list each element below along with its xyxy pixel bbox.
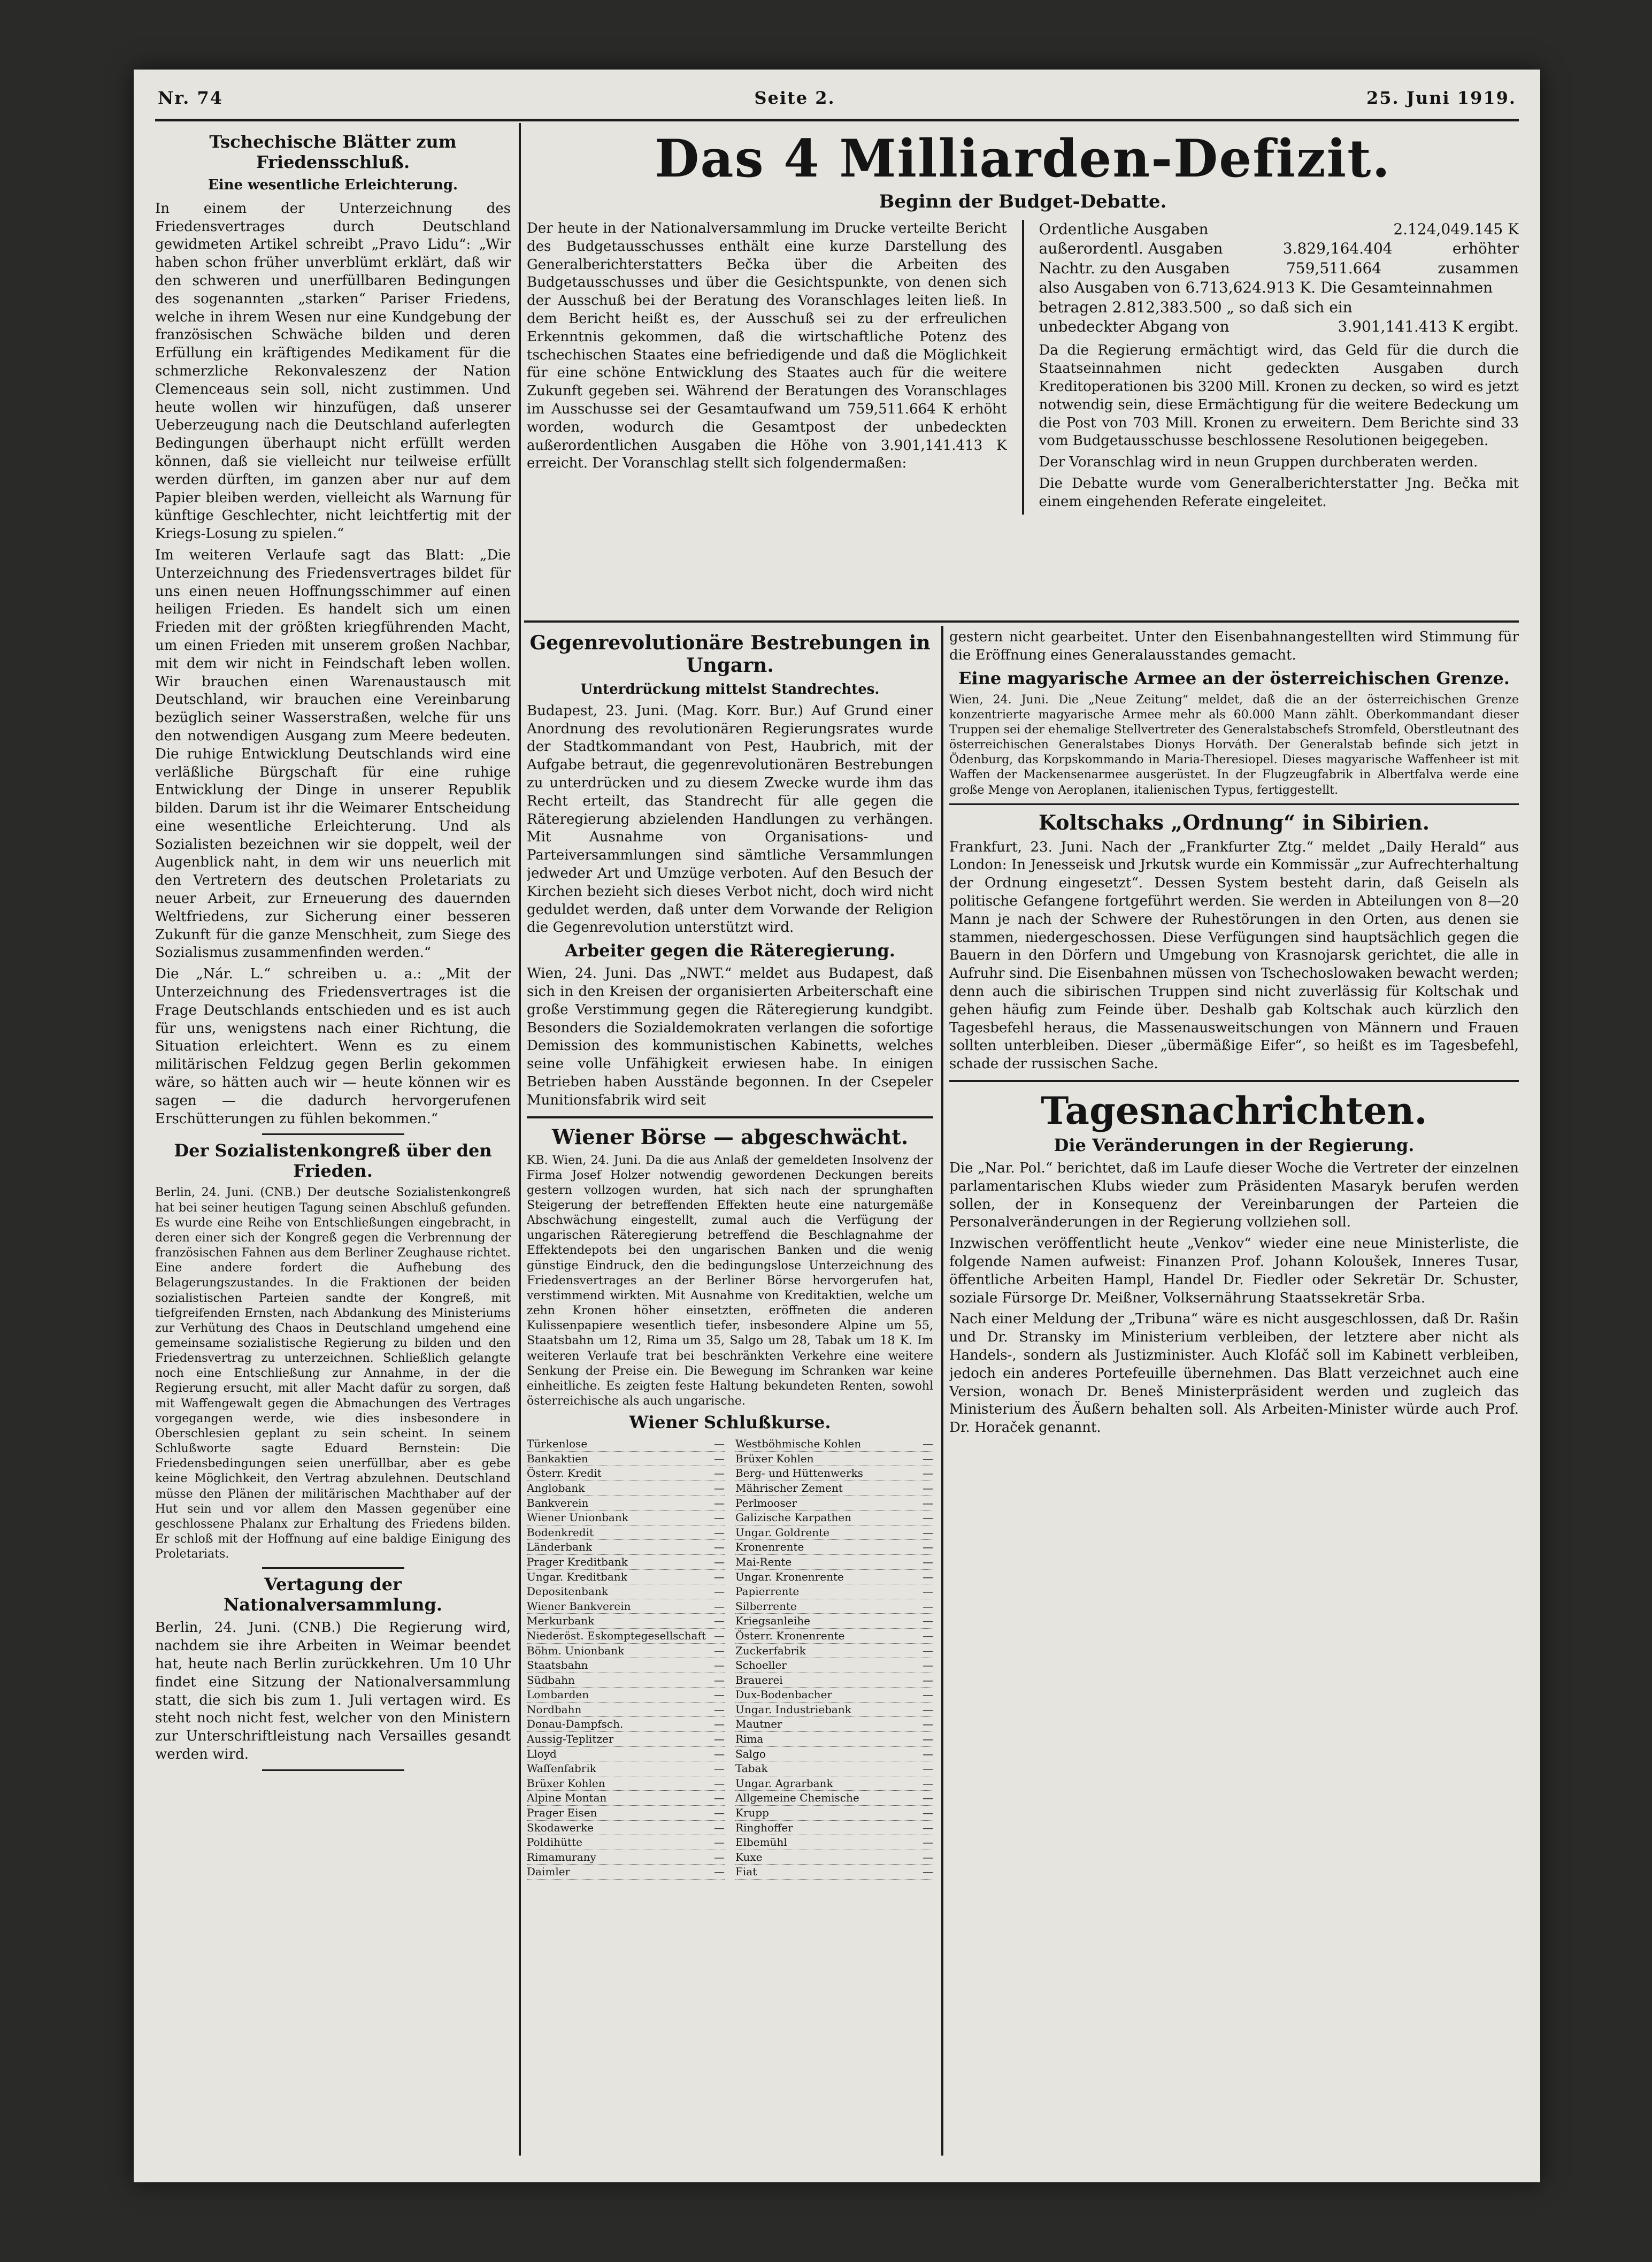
quote-name: Bodenkredit bbox=[527, 1525, 594, 1539]
quote-row bbox=[735, 1747, 933, 1762]
quote-value: — bbox=[714, 1703, 725, 1716]
article-paragraph: Der Voranschlag wird in neun Gruppen durchberaten werden. bbox=[1039, 454, 1478, 471]
quote-row bbox=[735, 1599, 933, 1614]
quote-row bbox=[527, 1644, 725, 1659]
quote-name: Ungar. Kronenrente bbox=[735, 1570, 844, 1583]
quote-row bbox=[735, 1673, 933, 1688]
quote-row bbox=[527, 1614, 725, 1629]
article-subtitle: Die Veränderungen in der Regierung. bbox=[1054, 1135, 1415, 1156]
quote-name: Brauerei bbox=[735, 1673, 783, 1686]
quote-value: — bbox=[714, 1555, 725, 1568]
quote-name: Nordbahn bbox=[527, 1703, 582, 1716]
quote-row bbox=[527, 1865, 725, 1880]
quote-name: Staatsbahn bbox=[527, 1659, 588, 1672]
quote-name: Brüxer Kohlen bbox=[735, 1452, 814, 1465]
quote-row bbox=[527, 1688, 725, 1703]
divider bbox=[262, 1133, 404, 1135]
quote-name: Böhm. Unionbank bbox=[527, 1644, 625, 1657]
quote-row bbox=[527, 1525, 725, 1540]
article-title: Arbeiter gegen die Räteregierung. bbox=[565, 940, 895, 961]
quote-name: Schoeller bbox=[735, 1659, 787, 1672]
budget-value: 2.124,049.145 K bbox=[1393, 220, 1519, 238]
quote-value: — bbox=[923, 1467, 933, 1480]
quote-name: Ungar. Goldrente bbox=[735, 1525, 829, 1539]
quote-value: — bbox=[714, 1821, 725, 1834]
quote-value: — bbox=[714, 1452, 725, 1465]
quote-row bbox=[735, 1525, 933, 1540]
quote-row bbox=[527, 1806, 725, 1821]
quote-row bbox=[527, 1821, 725, 1836]
budget-note: zusammen bbox=[1438, 259, 1519, 277]
quote-row bbox=[735, 1452, 933, 1467]
quote-row bbox=[527, 1703, 725, 1717]
budget-label: Nachtr. zu den Ausgaben bbox=[1039, 259, 1230, 277]
issue-date: 25. Juni 1919. bbox=[1366, 88, 1516, 108]
quote-name: Papierrente bbox=[735, 1585, 800, 1598]
quote-value: — bbox=[714, 1614, 725, 1628]
quote-value: — bbox=[714, 1540, 725, 1554]
quote-row bbox=[527, 1584, 725, 1599]
quote-name: Prager Eisen bbox=[527, 1806, 597, 1820]
quote-name: Perlmooser bbox=[735, 1496, 797, 1509]
quote-value: — bbox=[923, 1614, 933, 1628]
quote-value: — bbox=[923, 1659, 933, 1672]
quote-row bbox=[735, 1614, 933, 1629]
quote-name: Kuxe bbox=[735, 1850, 763, 1864]
budget-value: 3.829,164.404 bbox=[1282, 240, 1393, 258]
quote-row bbox=[735, 1703, 933, 1717]
quote-row bbox=[527, 1496, 725, 1511]
quote-row bbox=[735, 1717, 933, 1732]
budget-row bbox=[1039, 317, 1519, 336]
quote-value: — bbox=[923, 1673, 933, 1686]
quote-value: — bbox=[923, 1644, 933, 1657]
quote-row bbox=[527, 1570, 725, 1585]
quote-name: Tabak bbox=[735, 1762, 768, 1775]
quote-name: Salgo bbox=[735, 1747, 766, 1760]
budget-label: außerordentl. Ausgaben bbox=[1039, 240, 1223, 258]
quote-name: Ungar. Agrarbank bbox=[735, 1776, 833, 1790]
page-number: Seite 2. bbox=[754, 88, 835, 108]
quote-name: Mai-Rente bbox=[735, 1555, 792, 1568]
quote-row bbox=[527, 1776, 725, 1791]
budget-label: unbedeckter Abgang von bbox=[1039, 317, 1230, 335]
quote-value: — bbox=[714, 1806, 725, 1820]
quote-value: — bbox=[923, 1585, 933, 1598]
quote-row bbox=[527, 1629, 725, 1644]
quote-row bbox=[527, 1791, 725, 1806]
quote-value: — bbox=[714, 1437, 725, 1451]
issue-number: Nr. 74 bbox=[158, 88, 223, 108]
quote-row bbox=[735, 1466, 933, 1481]
quote-row bbox=[527, 1717, 725, 1732]
quote-name: Türkenlose bbox=[527, 1437, 588, 1451]
quote-row bbox=[735, 1835, 933, 1850]
budget-row bbox=[1039, 220, 1519, 239]
quote-value: — bbox=[714, 1570, 725, 1583]
quote-value: — bbox=[923, 1496, 933, 1509]
section-title: Tagesnachrichten. bbox=[1041, 1088, 1427, 1133]
quote-value: — bbox=[714, 1599, 725, 1613]
quote-name: Rima bbox=[735, 1732, 764, 1746]
divider bbox=[949, 1080, 1519, 1082]
quote-value: — bbox=[923, 1511, 933, 1524]
quote-name: Alpine Montan bbox=[527, 1791, 607, 1805]
quote-name: Ringhoffer bbox=[735, 1821, 793, 1834]
quote-value: — bbox=[923, 1836, 933, 1849]
quote-row bbox=[735, 1555, 933, 1570]
budget-table bbox=[1039, 220, 1519, 336]
quote-value: — bbox=[714, 1525, 725, 1539]
quote-value: — bbox=[714, 1481, 725, 1494]
quotes-right-column bbox=[735, 1437, 933, 1880]
article-title: Wiener Schlußkurse. bbox=[629, 1412, 831, 1433]
quote-value: — bbox=[923, 1865, 933, 1878]
quote-name: Wiener Unionbank bbox=[527, 1511, 628, 1524]
quote-row bbox=[527, 1452, 725, 1467]
quote-row bbox=[735, 1496, 933, 1511]
quote-name: Kronenrente bbox=[735, 1540, 804, 1554]
quote-value: — bbox=[923, 1599, 933, 1613]
quote-row bbox=[527, 1555, 725, 1570]
quote-name: Elbemühl bbox=[735, 1836, 787, 1849]
quote-row bbox=[735, 1761, 933, 1776]
budget-value: 3.901,141.413 K ergibt. bbox=[1338, 317, 1519, 335]
article-paragraph: Die Debatte wurde vom Generalberichterstatter Jng. Bečka mit einem eingehenden Referate eingeleitet. bbox=[1039, 475, 1519, 510]
article-paragraph: Die „Nár. L.“ schreiben u. a.: „Mit der Unterzeichnung des Friedensvertrages ist die Frage Deutschlands entschieden und es ist auch für uns, wenigstens nach einer Richtung, die Situation erleichtert. Wenn es zu einem militärischen Feldzug gegen Berlin gekommen wäre, so hätten auch wir — heute können wir es sagen — die dadurch hervorgerufenen Erschütterungen zu fühlen bekommen.“ bbox=[155, 966, 511, 1127]
quote-name: Depositenbank bbox=[527, 1585, 608, 1598]
quote-row bbox=[735, 1821, 933, 1836]
quote-row bbox=[735, 1732, 933, 1747]
article-title: Vertagung der Nationalversammlung. bbox=[224, 1574, 442, 1615]
article-paragraph: KB. Wien, 24. Juni. Da die aus Anlaß der gemeldeten Insolvenz der Firma Josef Holzer notwendig gewordenen Deckungen bereits gestern vollzogen wurden, hat sich nach der sprunghaften Steigerung der betreffenden Effekten heute eine naturgemäße Abschwächung eingestellt, zumal auch die Verfügung der ungarischen Räteregierung betreffend die Beschlagnahme der Effektendepots bei den ungarischen Banken und die wenig günstige Eindruck, den die bedingungslose Unterzeichnung des Friedensvertrages an der Berliner Börse hervorgerufen hat, verstimmend wirkten. Mit Ausnahme von Kreditaktien, welche um zehn Kronen höher einsetzten, eröffneten die anderen Kulissenpapiere wesentlich tiefer, insbesondere Alpine um 55, Staatsbahn um 12, Rima um 35, Salgo um 28, Tabak um 18 K. Im weiteren Verlaufe trat bei beschränkten Verkehre eine weitere Senkung der Preise ein. Die Bewegung im Schranken war keine einheitliche. Es zeigten feste Haltung bekundeten Renten, sowohl österreichische als auch ungarische. bbox=[527, 1153, 933, 1408]
quote-value: — bbox=[923, 1525, 933, 1539]
quote-value: — bbox=[714, 1659, 725, 1672]
quote-row bbox=[735, 1437, 933, 1452]
quote-name: Österr. Kredit bbox=[527, 1467, 602, 1480]
column-middle bbox=[527, 628, 933, 2156]
quote-name: Lombarden bbox=[527, 1688, 589, 1701]
quote-value: — bbox=[923, 1570, 933, 1583]
quote-value: — bbox=[714, 1762, 725, 1775]
budget-note: erhöhter bbox=[1452, 240, 1519, 258]
quote-name: Bankverein bbox=[527, 1496, 589, 1509]
article-paragraph: Budapest, 23. Juni. (Mag. Korr. Bur.) Auf Grund einer Anordnung des revolutionären Regierungsrates wurde der Stadtkommandant von Pest, Haubrich, mit der Aufgabe betraut, die gegenrevolutionären Bestrebungen zu unterdrücken und zu diesem Zwecke wurde ihm das Recht erteilt, das Standrecht für alle gegen die Räteregierung abzielenden Handlungen zu verhängen. Mit Ausnahme von Organisations- und Parteiversammlungen sind sämtliche Versammlungen jedweder Art und Umzüge verboten. Auf den Besuch der Kirchen bezieht sich dieses Verbot nicht, doch wird nicht geduldet werden, daß unter dem Vorwande der Religion die Gegenrevolution unterstützt wird. bbox=[527, 702, 933, 936]
quote-row bbox=[527, 1599, 725, 1614]
quote-row bbox=[735, 1791, 933, 1806]
quote-row bbox=[527, 1747, 725, 1762]
article-title: Der Sozialistenkongreß über den Frieden. bbox=[174, 1140, 492, 1182]
quote-row bbox=[527, 1437, 725, 1452]
quote-value: — bbox=[714, 1776, 725, 1790]
budget-row bbox=[1039, 239, 1519, 258]
article-title: Koltschaks „Ordnung“ in Sibirien. bbox=[1038, 810, 1430, 834]
quote-value: — bbox=[714, 1629, 725, 1642]
article-paragraph: Wien, 24. Juni. Die „Neue Zeitung“ meldet, daß die an der österreichischen Grenze konzentrierte magyarische Armee mehr als 60.000 Mann zählt. Oberkommandant dieser Truppen sei der ehemalige Stellvertreter des Generalstabschefs Stromfeld, Oberstleutnant des österreichischen Generalstabes Dionys Horváth. Der Generalstab befinde sich jetzt in Ödenburg, das Korpskommando in Maria-Theresiopel. Dieses magyarische Waffenheer ist mit Waffen der Mackensenarmee ausgerüstet. In der Flugzeugfabrik in Albertfalva werde eine große Menge von Aeroplanen, italienischen Typus, fertiggestellt. bbox=[949, 693, 1519, 797]
article-title: Tschechische Blätter zum Friedensschluß. bbox=[209, 132, 457, 172]
quote-value: — bbox=[923, 1776, 933, 1790]
quote-row bbox=[527, 1732, 725, 1747]
quote-name: Berg- und Hüttenwerks bbox=[735, 1467, 863, 1480]
column-divider-1 bbox=[519, 123, 521, 2156]
quote-value: — bbox=[923, 1762, 933, 1775]
quote-name: Bankaktien bbox=[527, 1452, 588, 1465]
column-divider-2 bbox=[941, 626, 943, 2156]
budget-row bbox=[1039, 259, 1519, 278]
quote-value: — bbox=[714, 1496, 725, 1509]
quote-value: — bbox=[923, 1452, 933, 1465]
page-header bbox=[158, 79, 1516, 117]
quote-row bbox=[735, 1481, 933, 1496]
quote-value: — bbox=[714, 1850, 725, 1864]
article-paragraph: gestern nicht gearbeitet. Unter den Eisenbahnangestellten wird Stimmung für die Eröffnung eines Generalausstandes gemacht. bbox=[949, 629, 1519, 663]
quote-row bbox=[527, 1466, 725, 1481]
quote-name: Rimamurany bbox=[527, 1850, 596, 1864]
quote-value: — bbox=[714, 1688, 725, 1701]
quote-name: Wiener Bankverein bbox=[527, 1599, 631, 1613]
article-subtitle: Eine wesentliche Erleichterung. bbox=[208, 177, 458, 193]
quote-row bbox=[735, 1570, 933, 1585]
quote-name: Silberrente bbox=[735, 1599, 797, 1613]
quote-row bbox=[527, 1481, 725, 1496]
quote-row bbox=[735, 1865, 933, 1880]
quote-name: Brüxer Kohlen bbox=[527, 1776, 605, 1790]
quote-value: — bbox=[714, 1644, 725, 1657]
quote-name: Waffenfabrik bbox=[527, 1762, 596, 1775]
quote-row bbox=[527, 1850, 725, 1865]
quote-value: — bbox=[714, 1732, 725, 1746]
quote-row bbox=[527, 1658, 725, 1673]
quote-row bbox=[735, 1540, 933, 1555]
divider bbox=[262, 1567, 404, 1569]
quote-row bbox=[735, 1850, 933, 1865]
quote-name: Fiat bbox=[735, 1865, 757, 1878]
quote-name: Mautner bbox=[735, 1717, 782, 1731]
article-paragraph: Nach einer Meldung der „Tribuna“ wäre es nicht ausgeschlossen, daß Dr. Rašin und Dr. Stransky im Ministerium verbleiben, der letztere aber nicht als Handels-, sondern als Justizminister. Auch Klofáč soll im Kabinett verbleiben, jedoch ein anderes Portefeuille übernehmen. Das Blatt verzeichnet auch eine Version, wonach Dr. Beneš Ministerpräsident werden und zugleich das Ministerium des Äußern behalten soll. Als Arbeiten-Minister würde auch Prof. Dr. Horaček genannt. bbox=[949, 1311, 1519, 1436]
newspaper-page bbox=[134, 70, 1540, 2182]
quote-name: Zuckerfabrik bbox=[735, 1644, 806, 1657]
quote-value: — bbox=[714, 1717, 725, 1731]
quote-row bbox=[735, 1629, 933, 1644]
quote-name: Prager Kreditbank bbox=[527, 1555, 628, 1568]
budget-article bbox=[527, 128, 1519, 618]
quotes-left-column bbox=[527, 1437, 725, 1880]
article-subtitle: Unterdrückung mittelst Standrechtes. bbox=[580, 681, 880, 697]
quote-name: Dux-Bodenbacher bbox=[735, 1688, 833, 1701]
quote-name: Ungar. Kreditbank bbox=[527, 1570, 627, 1583]
quote-value: — bbox=[923, 1806, 933, 1820]
top-article-rule bbox=[524, 620, 1519, 623]
article-paragraph: Da die Regierung ermächtigt wird, das Geld für die durch die Staatseinnahmen nicht gedeckten Ausgaben durch Kreditoperationen bis 3200 Mill. Kronen zu decken, so wird es jetzt notwendig sein, diese Ermächtigung für die weitere Bedeckung um die Post von 703 Mill. Kronen zu erweitern. Dem Berichte sind 33 vom Budgetausschusse beschlossene Resolutionen beigegeben. bbox=[1039, 342, 1519, 449]
quote-name: Allgemeine Chemische bbox=[735, 1791, 859, 1805]
quote-value: — bbox=[714, 1585, 725, 1598]
article-paragraph: Der heute in der Nationalversammlung im Drucke verteilte Bericht des Budgetausschusses enthält eine kurze Darstellung des Generalberichterstatters Bečka über die Arbeiten des Budgetausschusses und über die Gesichtspunkte, von denen sich der Ausschuß bei der Beratung des Voranschlages leiten ließ. In dem Bericht heißt es, der Ausschuß sei zu der erfreulichen Erkenntnis gekommen, daß die wirtschaftliche Potenz des tschechischen Staates eine befriedigende und daß die Möglichkeit für eine schöne Entwicklung des Staates auch für die weitere Zukunft gegeben sei. Während der Beratungen des Voranschlages im Ausschusse sei der Gesamtaufwand um 759,511.664 K erhöht worden, wodurch die Gesamtpost der unbedeckten außerordentlichen Ausgaben die Höhe von 3.901,141.413 K erreicht. Der Voranschlag stellt sich folgendermaßen: bbox=[527, 220, 1007, 472]
quote-row bbox=[527, 1540, 725, 1555]
quote-row bbox=[735, 1658, 933, 1673]
quote-name: Anglobank bbox=[527, 1481, 585, 1494]
quote-value: — bbox=[923, 1703, 933, 1716]
article-title: Eine magyarische Armee an der österreichischen Grenze. bbox=[958, 668, 1510, 688]
headline: Das 4 Milliarden-Defizit. bbox=[655, 128, 1391, 189]
quote-value: — bbox=[714, 1747, 725, 1760]
quote-row bbox=[735, 1776, 933, 1791]
quote-name: Merkurbank bbox=[527, 1614, 595, 1628]
article-paragraph: Berlin, 24. Juni. (CNB.) Die Regierung wird, nachdem sie ihre Arbeiten in Weimar beendet hat, heute nach Berlin zurückkehren. Um 10 Uhr findet eine Sitzung der Nationalversammlung statt, die sich bis zum 1. Juli vertagen wird. Es steht noch nicht fest, welcher von den Ministern zur Unterschriftleistung nach Versailles gesandt werden wird. bbox=[155, 1620, 511, 1762]
quote-value: — bbox=[923, 1791, 933, 1805]
quote-name: Aussig-Teplitzer bbox=[527, 1732, 614, 1746]
article-paragraph: Im weiteren Verlaufe sagt das Blatt: „Die Unterzeichnung des Friedensvertrages bildet für uns einen neuen Hoffnungsschimmer auf einen heiligen Frieden. Es handelt sich um einen Frieden mit der größten kriegführenden Macht, um einen Frieden mit unserem großen Nachbar, mit dem wir nicht in Feindschaft leben wollen. Wir brauchen einen Warenaustausch mit Deutschland, wir brauchen eine Vereinbarung bezüglich seiner Wasserstraßen, welche für uns den notwendigen Ausgang zum Meere bedeuten. Die ruhige Entwicklung Deutschlands wird eine verläßliche Bürgschaft für eine ruhige Entwicklung der Dinge in unserer Republik bilden. Darum ist ihr die Weimarer Entscheidung eine wesentliche Erleichterung. Und als Sozialisten bezeichnen wir sie doppelt, weil der Augenblick naht, in dem wir uns neuerlich mit den Vertretern des deutschen Proletariats zu neuer Arbeit, zur Erneuerung des dauernden Weltfriedens, zur Sicherung einer besseren Zukunft für die ganze Menschheit, zum Siege des Sozialismus zusammenfinden werden.“ bbox=[155, 547, 511, 961]
budget-label: Ordentliche Ausgaben bbox=[1039, 220, 1209, 238]
quote-row bbox=[527, 1835, 725, 1850]
quote-value: — bbox=[923, 1540, 933, 1554]
quote-name: Donau-Dampfsch. bbox=[527, 1717, 624, 1731]
quote-value: — bbox=[923, 1688, 933, 1701]
quote-name: Daimler bbox=[527, 1865, 571, 1878]
article-paragraph: Wien, 24. Juni. Das „NWT.“ meldet aus Budapest, daß sich in den Kreisen der organisierten Arbeiterschaft eine große Verstimmung gegen die Räteregierung kundgibt. Besonders die Sozialdemokraten verlangen die sofortige Demission des kommunistischen Kabinetts, welches seine volle Unfähigkeit erwiesen habe. In einigen Betrieben haben Ausstände begonnen. In der Csepeler Munitionsfabrik wird seit bbox=[527, 965, 933, 1108]
quote-value: — bbox=[923, 1717, 933, 1731]
stock-quotes bbox=[527, 1437, 933, 1880]
quote-name: Skodawerke bbox=[527, 1821, 594, 1834]
quote-name: Lloyd bbox=[527, 1747, 557, 1760]
quote-name: Ungar. Industriebank bbox=[735, 1703, 851, 1716]
header-rule bbox=[155, 119, 1519, 121]
quote-row bbox=[735, 1688, 933, 1703]
divider bbox=[527, 1116, 933, 1118]
quote-row bbox=[735, 1644, 933, 1659]
quote-row bbox=[735, 1806, 933, 1821]
article-paragraph: In einem der Unterzeichnung des Friedensvertrages durch Deutschland gewidmeten Artikel schreibt „Pravo Lidu“: „Wir haben schon früher unverblümt erklärt, daß wir den schweren und unerfüllbaren Bedingungen des sogenannten „starken“ Pariser Friedens, welche in ihrem Wesen nur eine Kundgebung der französischen Schwäche bilden und deren Erfüllung ein kräftigendes Medikament für die schmerzliche Rekonvaleszenz der Nation Clemenceaus sein soll, nicht zustimmen. Und heute wollen wir hinzufügen, daß unserer Ueberzeugung nach die Deutschland auferlegten Bedingungen überhaupt nicht erfüllt werden können, daß sie vielleicht nur teilweise erfüllt werden dürften, im ganzen aber nur auf dem Papier bleiben werden, vielleicht als Warnung für künftige Geschlechter, nicht leichtfertig mit der Kriegs-Losung zu spielen.“ bbox=[155, 200, 511, 542]
quote-value: — bbox=[923, 1850, 933, 1864]
article-title: Gegenrevolutionäre Bestrebungen in Ungarn. bbox=[529, 632, 931, 677]
quote-name: Südbahn bbox=[527, 1673, 575, 1686]
quote-name: Westböhmische Kohlen bbox=[735, 1437, 862, 1451]
quote-row bbox=[527, 1510, 725, 1525]
quote-value: — bbox=[923, 1821, 933, 1834]
quote-row bbox=[735, 1584, 933, 1599]
article-paragraph: Die „Nar. Pol.“ berichtet, daß im Laufe dieser Woche die Vertreter der einzelnen parlamentarischen Klubs wieder zum Präsidenten Masaryk berufen werden sollen, der in Konsequenz der Vereinbarungen der Parteien die Personalveränderungen in der Regierung vollziehen soll. bbox=[949, 1160, 1519, 1231]
quote-row bbox=[735, 1510, 933, 1525]
quote-row bbox=[527, 1673, 725, 1688]
quote-value: — bbox=[714, 1467, 725, 1480]
article-title: Wiener Börse — abgeschwächt. bbox=[551, 1124, 909, 1149]
quote-value: — bbox=[714, 1673, 725, 1686]
budget-total: also Ausgaben von 6.713,624.913 K. Die Gesamteinnahmen betragen 2.812,383.500 „ so daß sich ein bbox=[1039, 279, 1493, 316]
quote-value: — bbox=[923, 1629, 933, 1642]
quote-name: Kriegsanleihe bbox=[735, 1614, 810, 1628]
quote-name: Mährischer Zement bbox=[735, 1481, 843, 1494]
budget-value: 759,511.664 bbox=[1286, 259, 1382, 277]
quote-name: Poldihütte bbox=[527, 1836, 582, 1849]
headline-subtitle: Beginn der Budget-Debatte. bbox=[879, 191, 1167, 212]
quote-name: Galizische Karpathen bbox=[735, 1511, 851, 1524]
column-left bbox=[155, 128, 511, 2156]
quote-value: — bbox=[714, 1791, 725, 1805]
quote-value: — bbox=[923, 1555, 933, 1568]
article-paragraph: Berlin, 24. Juni. (CNB.) Der deutsche Sozialistenkongreß hat bei seiner heutigen Tagung seinen Abschluß gefunden. Es wurde eine Reihe von Entschließungen eingebracht, in deren einer sich der Kongreß gegen die Verbrennung der französischen Fahnen aus dem Berliner Zeughause richtet. Eine andere fordert die Aufhebung des Belagerungszustandes. In die Fraktionen der beiden sozialistischen Parteien sandte der Kongreß, mit tiefgreifenden Ernsten, nach Abdankung des Ministeriums zur Verhütung des Chaos in Deutschland umgehend eine gemeinsame sozialistische Regierung zu bilden und den Friedensvertrag zu unterzeichnen. Schließlich gelangte noch eine Entschließung zur Annahme, in der die Regierung ersucht, mit aller Macht dafür zu sorgen, daß mit Waffengewalt gegen die Abmachungen des Vertrages vorgegangen werde, wie dies insbesondere in Oberschlesien geplant zu sein scheint. In seinem Schlußworte sagte Eduard Bernstein: Die Friedensbedingungen seien unerfüllbar, aber es gebe keine Möglichkeit, den Vertrag abzulehnen. Deutschland müsse den Plänen der militärischen Machthaber auf der Hut sein und vor allem den Massen gegenüber eine geschlossene Phalanx zur Erhaltung des Friedens bilden. Er schloß mit der Hoffnung auf eine baldige Einigung des Proletariats. bbox=[155, 1186, 511, 1561]
quote-name: Länderbank bbox=[527, 1540, 593, 1554]
article-paragraph: Inzwischen veröffentlicht heute „Venkov“ wieder eine neue Ministerliste, die folgende Namen aufweist: Finanzen Prof. Johann Koloušek, Inneres Tusar, öffentliche Arbeiten Hampl, Handel Dr. Fiedler oder Sekretär Dr. Schuster, soziale Fürsorge Dr. Meißner, Volksernährung Staatssekretär Srba. bbox=[949, 1236, 1519, 1306]
quote-name: Krupp bbox=[735, 1806, 769, 1820]
quote-name: Österr. Kronenrente bbox=[735, 1629, 845, 1642]
quote-value: — bbox=[923, 1732, 933, 1746]
article-paragraph: Frankfurt, 23. Juni. Nach der „Frankfurter Ztg.“ meldet „Daily Herald“ aus London: In Jenesseisk und Jrkutsk wurde ein Kommissär „zur Aufrechterhaltung der Ordnung eingesetzt“. Dessen System besteht darin, daß Geiseln als politische Gefangene fortgeführt werden. Sie werden in Abteilungen von 8—20 Mann je nach der Schwere der Ruhestörungen in den Orten, aus denen sie stammen, niedergeschossen. Diese Verfügungen sind hauptsächlich gegen die Bauern in den Dörfern und Umgebung von Krasnojarsk gerichtet, die alle in Aufruhr sind. Die Eisenbahnen müssen von Tschechoslowaken bewacht werden; denn auch die sibirischen Truppen sind nicht zuverlässig für Koltschak und gehen häufig zum Feinde über. Deshalb gab Koltschak auch kürzlich den Tagesbefehl heraus, die Massenausweitschungen von Männern und Frauen sollten unterbleiben. Dieser „übermäßige Eifer“, so heißt es im Tagesbefehl, schade der russischen Sache. bbox=[949, 839, 1519, 1072]
column-divider bbox=[1022, 220, 1024, 515]
quote-value: — bbox=[923, 1437, 933, 1451]
column-right bbox=[949, 628, 1519, 2156]
divider bbox=[262, 1769, 404, 1771]
quote-value: — bbox=[714, 1865, 725, 1878]
quote-value: — bbox=[714, 1836, 725, 1849]
quote-name: Niederöst. Eskomptegesellschaft bbox=[527, 1629, 706, 1642]
quote-row bbox=[527, 1761, 725, 1776]
quote-value: — bbox=[923, 1747, 933, 1760]
quote-value: — bbox=[923, 1481, 933, 1494]
divider bbox=[949, 803, 1519, 805]
quote-value: — bbox=[714, 1511, 725, 1524]
